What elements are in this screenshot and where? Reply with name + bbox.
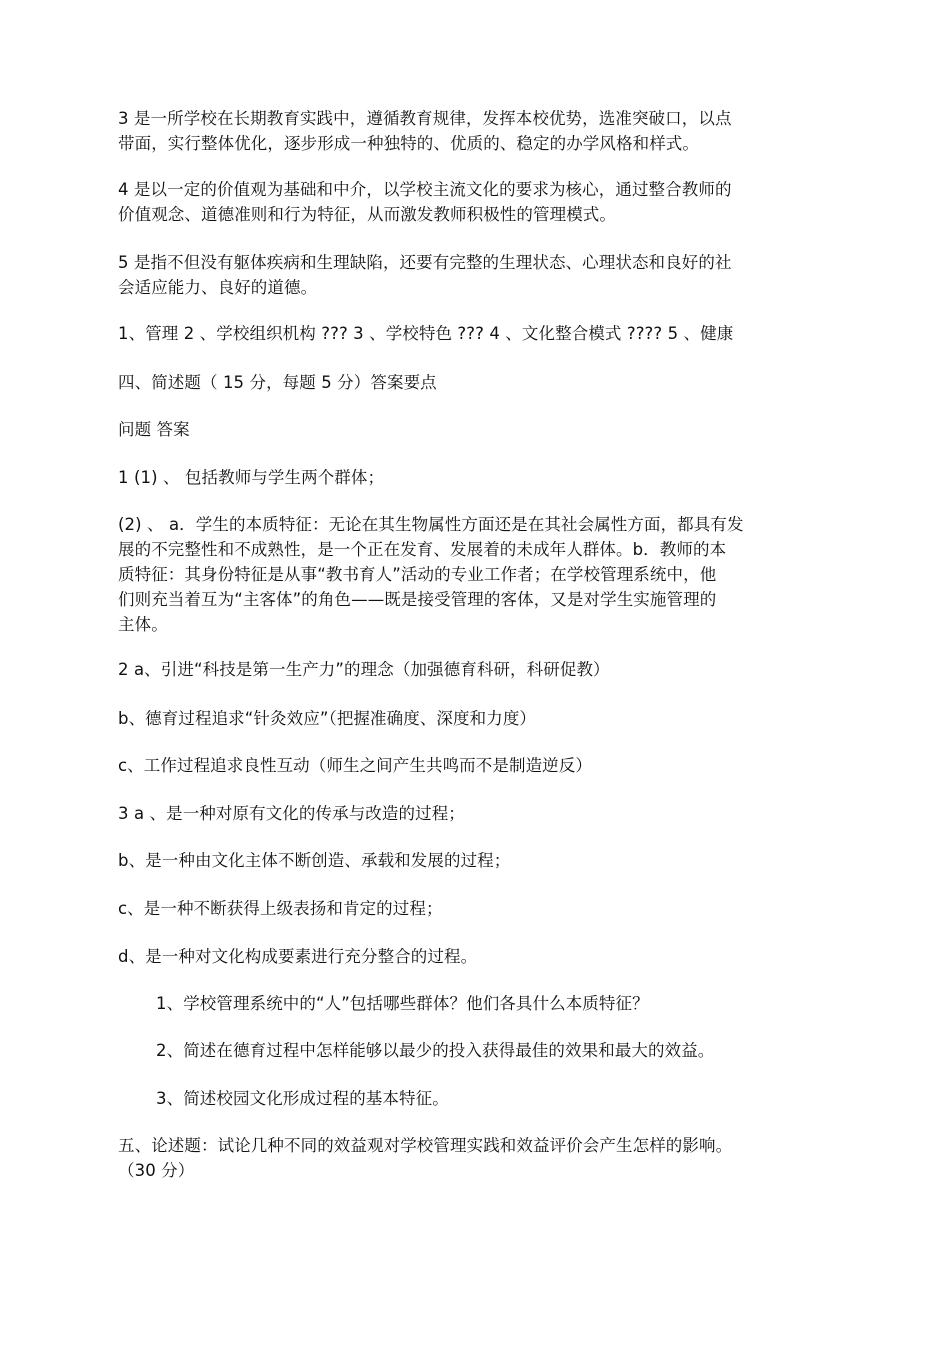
question-2: 2、简述在德育过程中怎样能够以最少的投入获得最佳的效果和最大的效益。 (156, 1041, 715, 1060)
answer-1-part-2-line-2: 展的不完整性和不成熟性，是一个正在发育、发展着的未成年人群体。b．教师的本 (118, 540, 727, 559)
definition-5 (118, 250, 798, 300)
section-four-title: 四、简述题（ 15 分，每题 5 分）答案要点 (118, 373, 437, 392)
answer-1-part-2-line-4: 们则充当着互为“主客体”的角色——既是接受管理的客体，又是对学生实施管理的 (118, 590, 717, 609)
answer-3c: c、是一种不断获得上级表扬和肯定的过程； (118, 899, 443, 918)
answer-3b: b、是一种由文化主体不断创造、承载和发展的过程； (118, 851, 511, 870)
section-five-line-1: 五、论述题：试论几种不同的效益观对学校管理实践和效益评价会产生怎样的影响。 (118, 1136, 733, 1155)
answer-1-part-2-line-1: (2) 、 a．学生的本质特征：无论在其生物属性方面还是在其社会属性方面，都具有发 (118, 515, 744, 534)
section-five-line-2: （30 分） (118, 1161, 195, 1180)
definition-5-line-2: 会适应能力、良好的道德。 (118, 278, 318, 297)
definition-4-line-1: 4 是以一定的价值观为基础和中介，以学校主流文化的要求为核心，通过整合教师的 (118, 180, 732, 199)
qa-header: 问题 答案 (118, 420, 190, 439)
answer-1-part-2 (118, 512, 798, 637)
question-3: 3、简述校园文化形成过程的基本特征。 (156, 1089, 449, 1108)
question-1: 1、学校管理系统中的“人”包括哪些群体？他们各具什么本质特征？ (156, 994, 649, 1013)
answers-line: 1、管理 2 、学校组织机构 ??? 3 、学校特色 ??? 4 、文化整合模式 ???? 5 、健康 (118, 324, 734, 343)
answer-2a: 2 a、引进“科技是第一生产力”的理念（加强德育科研，科研促教） (118, 660, 610, 679)
section-five (118, 1133, 798, 1183)
definition-4 (118, 177, 798, 227)
answer-2c: c、工作过程追求良性互动（师生之间产生共鸣而不是制造逆反） (118, 756, 592, 775)
definition-5-line-1: 5 是指不但没有躯体疾病和生理缺陷，还要有完整的生理状态、心理状态和良好的社 (118, 253, 732, 272)
answer-3d: d、是一种对文化构成要素进行充分整合的过程。 (118, 947, 478, 966)
definition-3 (118, 106, 798, 156)
definition-4-line-2: 价值观念、道德准则和行为特征，从而激发教师积极性的管理模式。 (118, 205, 616, 224)
answer-1-part-1: 1 (1) 、 包括教师与学生两个群体； (118, 468, 385, 487)
definition-3-line-1: 3 是一所学校在长期教育实践中，遵循教育规律，发挥本校优势，选准突破口，以点 (118, 109, 732, 128)
answer-2b: b、德育过程追求“针灸效应”（把握准确度、深度和力度） (118, 709, 537, 728)
answer-1-part-2-line-5: 主体。 (118, 615, 168, 634)
answer-1-part-2-line-3: 质特征：其身份特征是从事“教书育人”活动的专业工作者；在学校管理系统中，他 (118, 565, 717, 584)
answer-3a: 3 a 、是一种对原有文化的传承与改造的过程； (118, 804, 465, 823)
definition-3-line-2: 带面，实行整体优化，逐步形成一种独特的、优质的、稳定的办学风格和样式。 (118, 134, 699, 153)
